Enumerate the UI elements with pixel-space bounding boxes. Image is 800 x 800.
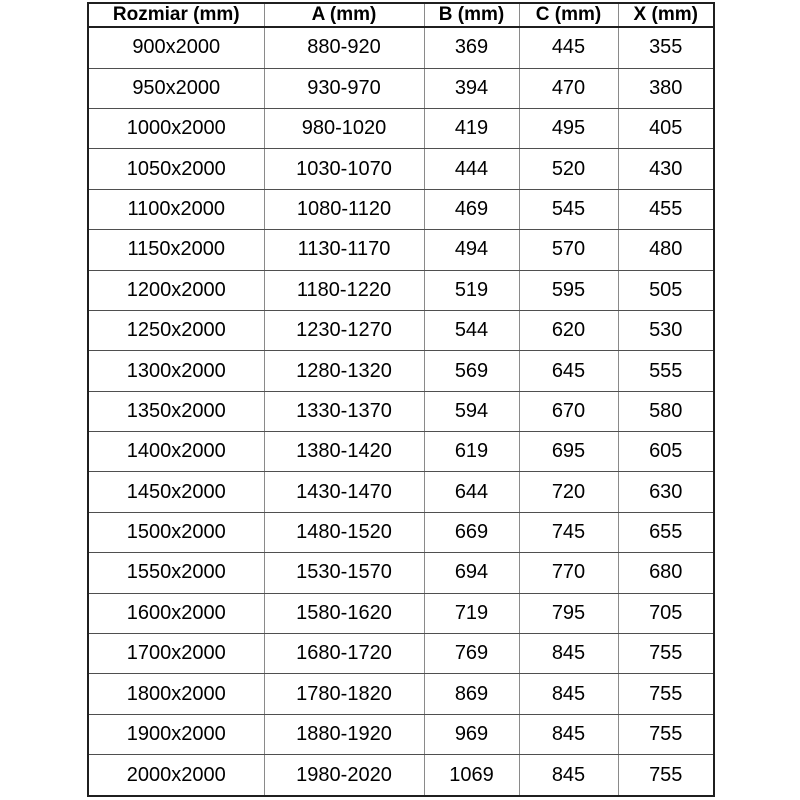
table-body [88, 27, 714, 796]
cell-rozmiar: 1150x2000 [88, 230, 264, 270]
cell-a: 1230-1270 [264, 310, 424, 350]
table-row [88, 351, 714, 391]
cell-x: 630 [618, 472, 714, 512]
cell-a: 980-1020 [264, 109, 424, 149]
cell-b: 669 [424, 512, 519, 552]
shower-door-size-table [87, 2, 715, 797]
cell-c: 770 [519, 553, 618, 593]
cell-x: 655 [618, 512, 714, 552]
cell-b: 969 [424, 714, 519, 754]
cell-b: 594 [424, 391, 519, 431]
table-row [88, 230, 714, 270]
cell-x: 705 [618, 593, 714, 633]
cell-c: 845 [519, 633, 618, 673]
table-row [88, 432, 714, 472]
cell-b: 569 [424, 351, 519, 391]
cell-c: 495 [519, 109, 618, 149]
cell-x: 505 [618, 270, 714, 310]
cell-b: 394 [424, 68, 519, 108]
cell-rozmiar: 1550x2000 [88, 553, 264, 593]
table-row [88, 512, 714, 552]
table-row [88, 674, 714, 714]
cell-rozmiar: 1900x2000 [88, 714, 264, 754]
cell-a: 880-920 [264, 27, 424, 68]
cell-c: 620 [519, 310, 618, 350]
cell-rozmiar: 1100x2000 [88, 189, 264, 229]
table-row [88, 633, 714, 673]
cell-x: 430 [618, 149, 714, 189]
header-cell: C (mm) [519, 3, 618, 27]
cell-c: 845 [519, 714, 618, 754]
cell-x: 555 [618, 351, 714, 391]
cell-b: 469 [424, 189, 519, 229]
cell-c: 595 [519, 270, 618, 310]
table-row [88, 755, 714, 796]
cell-x: 480 [618, 230, 714, 270]
cell-rozmiar: 2000x2000 [88, 755, 264, 796]
cell-c: 520 [519, 149, 618, 189]
table-row [88, 593, 714, 633]
cell-c: 795 [519, 593, 618, 633]
cell-a: 1280-1320 [264, 351, 424, 391]
table-row [88, 714, 714, 754]
cell-x: 755 [618, 633, 714, 673]
cell-c: 545 [519, 189, 618, 229]
cell-a: 1880-1920 [264, 714, 424, 754]
table-row [88, 553, 714, 593]
cell-a: 1130-1170 [264, 230, 424, 270]
table-row [88, 27, 714, 68]
cell-rozmiar: 1400x2000 [88, 432, 264, 472]
cell-rozmiar: 1600x2000 [88, 593, 264, 633]
cell-rozmiar: 1200x2000 [88, 270, 264, 310]
table-row [88, 109, 714, 149]
cell-rozmiar: 1000x2000 [88, 109, 264, 149]
cell-c: 720 [519, 472, 618, 512]
cell-b: 494 [424, 230, 519, 270]
cell-c: 695 [519, 432, 618, 472]
cell-b: 444 [424, 149, 519, 189]
table-row [88, 472, 714, 512]
cell-b: 619 [424, 432, 519, 472]
cell-a: 1530-1570 [264, 553, 424, 593]
cell-a: 1480-1520 [264, 512, 424, 552]
cell-x: 380 [618, 68, 714, 108]
cell-x: 405 [618, 109, 714, 149]
cell-c: 570 [519, 230, 618, 270]
cell-a: 1680-1720 [264, 633, 424, 673]
cell-b: 644 [424, 472, 519, 512]
table-row [88, 68, 714, 108]
cell-x: 530 [618, 310, 714, 350]
cell-c: 645 [519, 351, 618, 391]
cell-b: 419 [424, 109, 519, 149]
table-row [88, 189, 714, 229]
cell-x: 355 [618, 27, 714, 68]
cell-rozmiar: 1300x2000 [88, 351, 264, 391]
cell-rozmiar: 1700x2000 [88, 633, 264, 673]
cell-c: 670 [519, 391, 618, 431]
table-row [88, 270, 714, 310]
cell-b: 869 [424, 674, 519, 714]
header-row [88, 3, 714, 27]
cell-a: 1080-1120 [264, 189, 424, 229]
cell-b: 694 [424, 553, 519, 593]
cell-rozmiar: 950x2000 [88, 68, 264, 108]
cell-c: 445 [519, 27, 618, 68]
cell-x: 580 [618, 391, 714, 431]
cell-a: 1030-1070 [264, 149, 424, 189]
cell-c: 845 [519, 755, 618, 796]
cell-c: 745 [519, 512, 618, 552]
cell-rozmiar: 1450x2000 [88, 472, 264, 512]
cell-a: 1780-1820 [264, 674, 424, 714]
cell-rozmiar: 1250x2000 [88, 310, 264, 350]
cell-b: 519 [424, 270, 519, 310]
header-cell: X (mm) [618, 3, 714, 27]
header-cell: B (mm) [424, 3, 519, 27]
cell-rozmiar: 1500x2000 [88, 512, 264, 552]
cell-a: 930-970 [264, 68, 424, 108]
cell-a: 1330-1370 [264, 391, 424, 431]
table-row [88, 391, 714, 431]
table-head [88, 3, 714, 27]
cell-c: 845 [519, 674, 618, 714]
cell-a: 1430-1470 [264, 472, 424, 512]
cell-b: 369 [424, 27, 519, 68]
cell-a: 1380-1420 [264, 432, 424, 472]
cell-b: 544 [424, 310, 519, 350]
cell-x: 755 [618, 714, 714, 754]
cell-b: 719 [424, 593, 519, 633]
cell-x: 455 [618, 189, 714, 229]
cell-c: 470 [519, 68, 618, 108]
cell-x: 755 [618, 674, 714, 714]
cell-rozmiar: 900x2000 [88, 27, 264, 68]
header-cell: A (mm) [264, 3, 424, 27]
cell-x: 755 [618, 755, 714, 796]
table-row [88, 310, 714, 350]
cell-a: 1580-1620 [264, 593, 424, 633]
cell-x: 605 [618, 432, 714, 472]
table-row [88, 149, 714, 189]
cell-x: 680 [618, 553, 714, 593]
cell-a: 1980-2020 [264, 755, 424, 796]
cell-b: 1069 [424, 755, 519, 796]
cell-a: 1180-1220 [264, 270, 424, 310]
header-cell: Rozmiar (mm) [88, 3, 264, 27]
cell-rozmiar: 1050x2000 [88, 149, 264, 189]
cell-rozmiar: 1800x2000 [88, 674, 264, 714]
cell-b: 769 [424, 633, 519, 673]
cell-rozmiar: 1350x2000 [88, 391, 264, 431]
